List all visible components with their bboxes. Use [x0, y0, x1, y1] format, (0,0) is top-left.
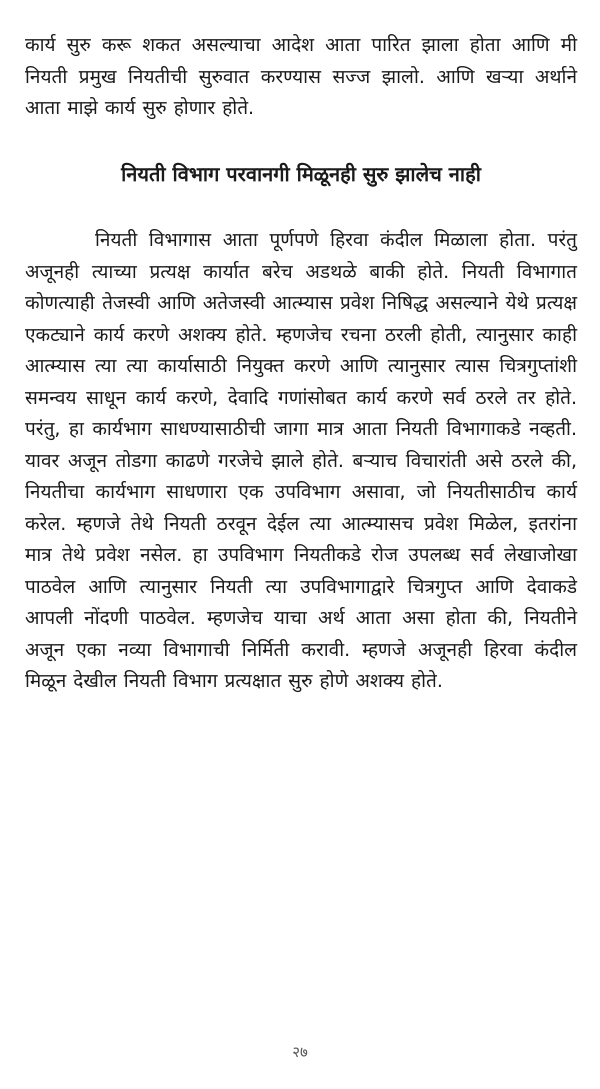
section-heading: नियती विभाग परवानगी मिळूनही सुरु झालेच नाही — [121, 162, 481, 186]
paragraph-main: नियती विभागास आता पूर्णपणे हिरवा कंदील मिळाला होता. परंतु अजूनही त्याच्या प्रत्यक्ष कार्यात बरेच अडथळे बाकी होते. नियती विभागात कोणत्याही तेजस्वी आणि अतेजस्वी आत्म्यास प्रवेश निषिद्ध असल्याने येथे प्रत्यक्ष एकट्याने कार्य करणे अशक्य होते. म्हणजेच रचना ठरली होती, त्यानुसार काही आत्म्यास त्या त्या कार्यासाठी नियुक्त करणे आणि त्यानुसार त्यास चित्रगुप्तांशी समन्वय साधून कार्य करणे, देवादि गणांसोबत कार्य करणे सर्व ठरले तर होते. परंतु, हा कार्यभाग साधण्यासाठीची जागा मात्र आता नियती विभागाकडे नव्हती. यावर अजून तोडगा काढणे गरजेचे झाले होते. बऱ्याच विचारांती असे ठरले की, नियतीचा कार्यभाग साधणारा एक उपविभाग असावा, जो नियतीसाठीच कार्य करेल. म्हणजे तेथे नियती ठरवून देईल त्या आत्म्यासच प्रवेश मिळेल, इतरांना मात्र तेथे प्रवेश नसेल. हा उपविभाग नियतीकडे रोज उपलब्ध सर्व लेखाजोखा पाठवेल आणि त्यानुसार नियती त्या उपविभागाद्वारे चित्रगुप्त आणि देवाकडे आपली नोंदणी पाठवेल. म्हणजेच याचा अर्थ आता असा होता की, नियतीने अजून एका नव्या विभागाची निर्मिती करावी. म्हणजे अजूनही हिरवा कंदील मिळून देखील नियती विभाग प्रत्यक्षात सुरु होणे अशक्य होते. — [25, 229, 577, 692]
page-number: २७ — [292, 1043, 308, 1061]
paragraph-continuation: कार्य सुरु करू शकत असल्याचा आदेश आता पारित झाला होता आणि मी नियती प्रमुख नियतीची सुरुवात करण्यास सज्ज झालो. आणि खऱ्या अर्थाने आता माझे कार्य सुरु होणार होते. — [25, 34, 577, 119]
